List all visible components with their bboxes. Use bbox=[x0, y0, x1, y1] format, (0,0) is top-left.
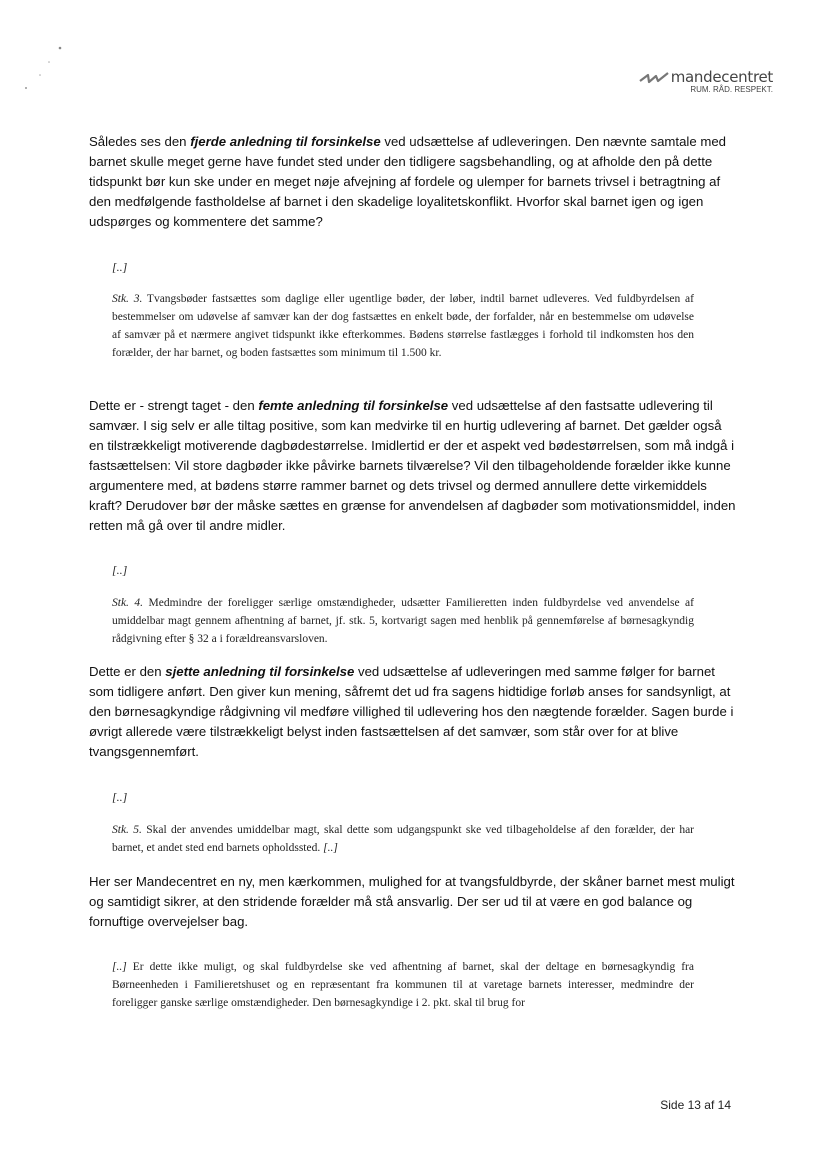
page-number: Side 13 af 14 bbox=[660, 1098, 731, 1112]
quote-stk-5 bbox=[112, 821, 694, 857]
quote-text: Er dette ikke muligt, og skal fuldbyrdelse ske ved afhentning af barnet, skal der deltage en børnesagkyndig fra Børneenheden i Familieretshuset og en repræsentant fra kommunen til at varetage barnets interesser, medmindre der foreligger ganske særlige omstændigheder. Den børnesagkyndige i 2. pkt. skal til brug for bbox=[112, 961, 694, 1009]
quote-label: Stk. 4. bbox=[112, 597, 144, 609]
specks bbox=[18, 40, 78, 110]
paragraph-text: ved udsættelse af den fastsatte udlevering til samvær. I sig selv er alle tiltag positive, som kan medvirke til en hurtig udlevering af barnet. Det gælder også en tilstrækkeligt motiverende dagbødestørrelse. Imidlertid er der et aspekt ved bødestørrelsen, som må indgå i fastsættelsen: Vil store dagbøder ikke påvirke barnets tilværelse? Vil den tilbageholdende forælder ikke kunne argumentere med, at bødens større rammer barnet og dets trivsel og dermed annullere dette virkemiddels kraft? Derudover bør der måske sættes en grænse for anvendelsen af dagbøder som motivationsmiddel, inden retten må gå over til andre midler. bbox=[89, 398, 736, 533]
quote-tail: [..] bbox=[323, 842, 338, 854]
paragraph-emphasis: sjette anledning til forsinkelse bbox=[165, 664, 355, 679]
ellipsis: [..] bbox=[112, 790, 128, 804]
quote-text: Medmindre der foreligger særlige omstændigheder, udsætter Familieretten inden fuldbyrdelse ved anvendelse af umiddelbar magt gennem afhentning af barnet, jf. stk. 5, kortvarigt sagen med henblik på gennemførelse af børnesagkyndig rådgivning efter § 32 a i forældreansvarsloven. bbox=[112, 597, 694, 645]
paragraph-1 bbox=[89, 132, 737, 232]
paragraph-text: Dette er - strengt taget - den bbox=[89, 398, 259, 413]
logo-mark-icon bbox=[639, 69, 669, 85]
quote-label: [..] bbox=[112, 961, 127, 973]
paragraph-2 bbox=[89, 396, 737, 536]
paragraph-text: Dette er den bbox=[89, 664, 166, 679]
ellipsis: [..] bbox=[112, 563, 128, 577]
quote-label: Stk. 5. bbox=[112, 824, 142, 836]
quote-text: Skal der anvendes umiddelbar magt, skal dette som udgangspunkt ske ved tilbageholdelse af den forælder, der har barnet, et andet sted end barnets opholdssted. bbox=[112, 824, 694, 854]
ellipsis: [..] bbox=[112, 260, 128, 274]
paragraph-text: Her ser Mandecentret en ny, men kærkommen, mulighed for at tvangsfuldbyrde, der skåner barnet mest muligt og samtidigt sikrer, at den stridende forælder må stå ansvarlig. Der ser ud til at være en god balance og fornuftige overvejelser bag. bbox=[89, 874, 735, 929]
paragraph-emphasis: femte anledning til forsinkelse bbox=[258, 398, 449, 413]
paragraph-text: ved udsættelse af udleveringen med samme følger for barnet som tidligere anført. Den giver kun mening, såfremt det ud fra sagens hidtidige forløb anses for sandsynligt, at den børnesagkyndige rådgivning vil medføre villighed til udlevering hos den nægtende forælder. Sagen burde i øvrigt allerede være tilstrækkeligt belyst inden fastsættelsen af det samvær, som står over for at blive tvangsgennemført. bbox=[89, 664, 734, 759]
paragraph-3 bbox=[89, 662, 737, 762]
quote-continuation bbox=[112, 958, 694, 1012]
paragraph-emphasis: fjerde anledning til forsinkelse bbox=[190, 134, 381, 149]
paragraph-text: ved udsættelse af udleveringen. Den nævnte samtale med barnet skulle meget gerne have fundet sted under den tidligere sagsbehandling, og at afholde den på dette tidspunkt bør kun ske under en meget nøje afvejning af fordele og ulemper for barnets trivsel i betragtning af den medfølgende fastholdelse af barnet i den skadelige loyalitetskonflikt. Hvorfor skal barnet igen og igen udspørges og kommentere det samme? bbox=[89, 134, 726, 229]
quote-stk-4 bbox=[112, 594, 694, 648]
quote-text: Tvangsbøder fastsættes som daglige eller ugentlige bøder, der løber, indtil barnet udleveres. Ved fuldbyrdelsen af bestemmelser om udøvelse af samvær kan der dog fastsættes en enkelt bøde, der forfalder, når en bestemmelse om udøvelse af samvær på et nærmere angivet tidspunkt ikke efterkommes. Bødens størrelse fastlægges i forhold til indkomsten hos den forælder, der har barnet, og boden fastsættes som minimum til 1.500 kr. bbox=[112, 293, 694, 359]
logo-tagline: RUM. RÅD. RESPEKT. bbox=[690, 85, 773, 94]
paragraph-4 bbox=[89, 872, 737, 932]
logo-name: mandecentret bbox=[670, 68, 773, 86]
logo bbox=[639, 68, 773, 94]
quote-label: Stk. 3. bbox=[112, 293, 143, 305]
paragraph-text: Således ses den bbox=[89, 134, 191, 149]
quote-stk-3 bbox=[112, 290, 694, 362]
